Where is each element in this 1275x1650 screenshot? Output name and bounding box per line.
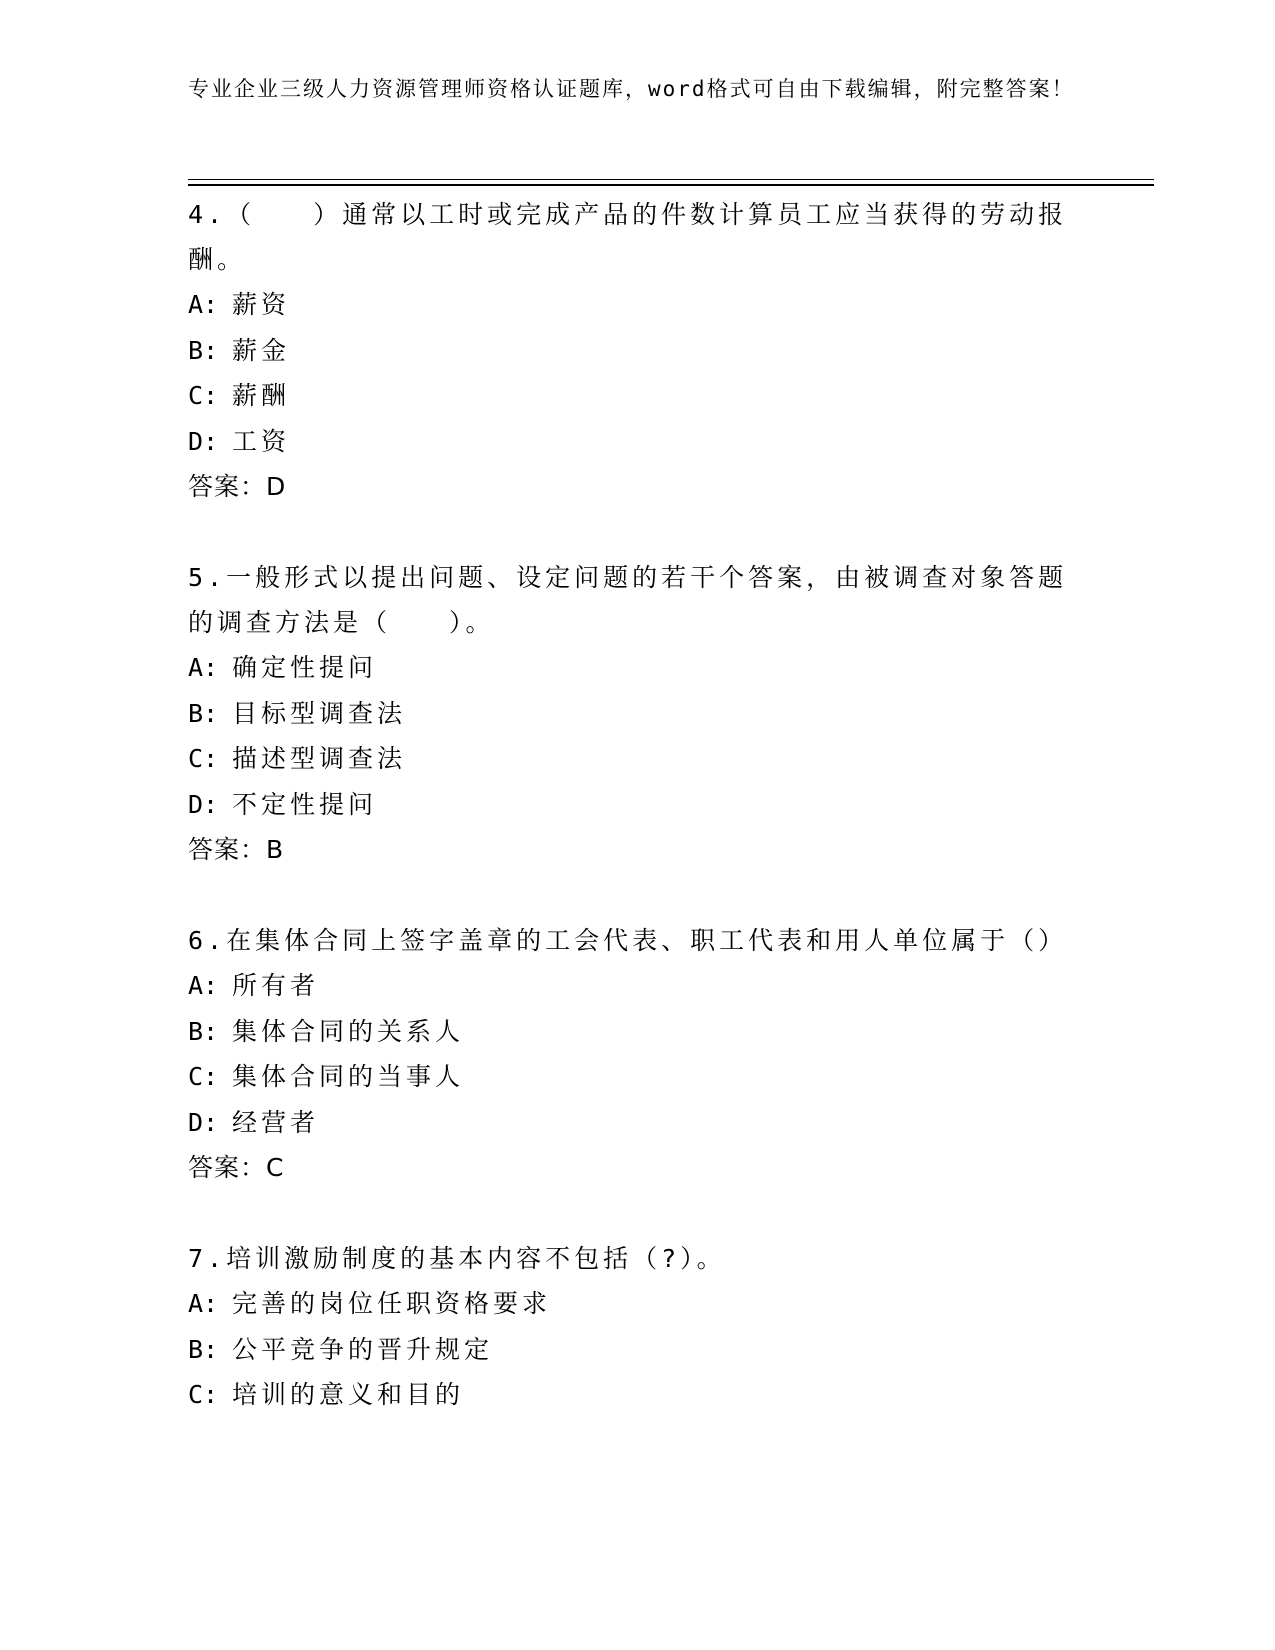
header-rule-thin <box>188 179 1154 180</box>
option-d: D: 经营者 <box>188 1107 320 1137</box>
document-header: 专业企业三级人力资源管理师资格认证题库，word格式可自由下载编辑，附完整答案！ <box>188 77 1075 101</box>
question-text: 7.培训激励制度的基本内容不包括（?）。 <box>188 1244 726 1273</box>
option-b: B: 目标型调查法 <box>188 698 407 728</box>
question-text: 5.一般形式以提出问题、设定问题的若干个答案，由被调查对象答题的调查方法是（ ）。 <box>188 563 1068 637</box>
question-7 <box>188 1236 1088 1418</box>
question-5 <box>188 555 1088 872</box>
option-c: C: 集体合同的当事人 <box>188 1062 465 1091</box>
option-a: A: 确定性提问 <box>188 653 378 682</box>
option-a: A: 完善的岗位任职资格要求 <box>188 1289 552 1318</box>
option-b: B: 集体合同的关系人 <box>188 1016 465 1046</box>
option-d: D: 工资 <box>188 426 291 456</box>
option-c: C: 描述型调查法 <box>188 744 407 773</box>
option-b: B: 公平竞争的晋升规定 <box>188 1334 494 1364</box>
option-a: A: 所有者 <box>188 971 320 1000</box>
header-rule-thick <box>188 184 1154 186</box>
question-list <box>188 192 1088 1464</box>
answer: 答案：D <box>188 472 287 501</box>
question-6 <box>188 918 1088 1190</box>
option-c: C: 薪酬 <box>188 381 291 410</box>
option-a: A: 薪资 <box>188 290 291 319</box>
option-b: B: 薪金 <box>188 335 291 365</box>
question-4 <box>188 192 1088 509</box>
option-c: C: 培训的意义和目的 <box>188 1380 465 1409</box>
option-d: D: 不定性提问 <box>188 789 378 819</box>
answer: 答案：B <box>188 835 285 864</box>
question-text: 4.（ ）通常以工时或完成产品的件数计算员工应当获得的劳动报酬。 <box>188 200 1068 274</box>
question-text: 6.在集体合同上签字盖章的工会代表、职工代表和用人单位属于（） <box>188 926 1068 955</box>
answer: 答案：C <box>188 1153 285 1182</box>
